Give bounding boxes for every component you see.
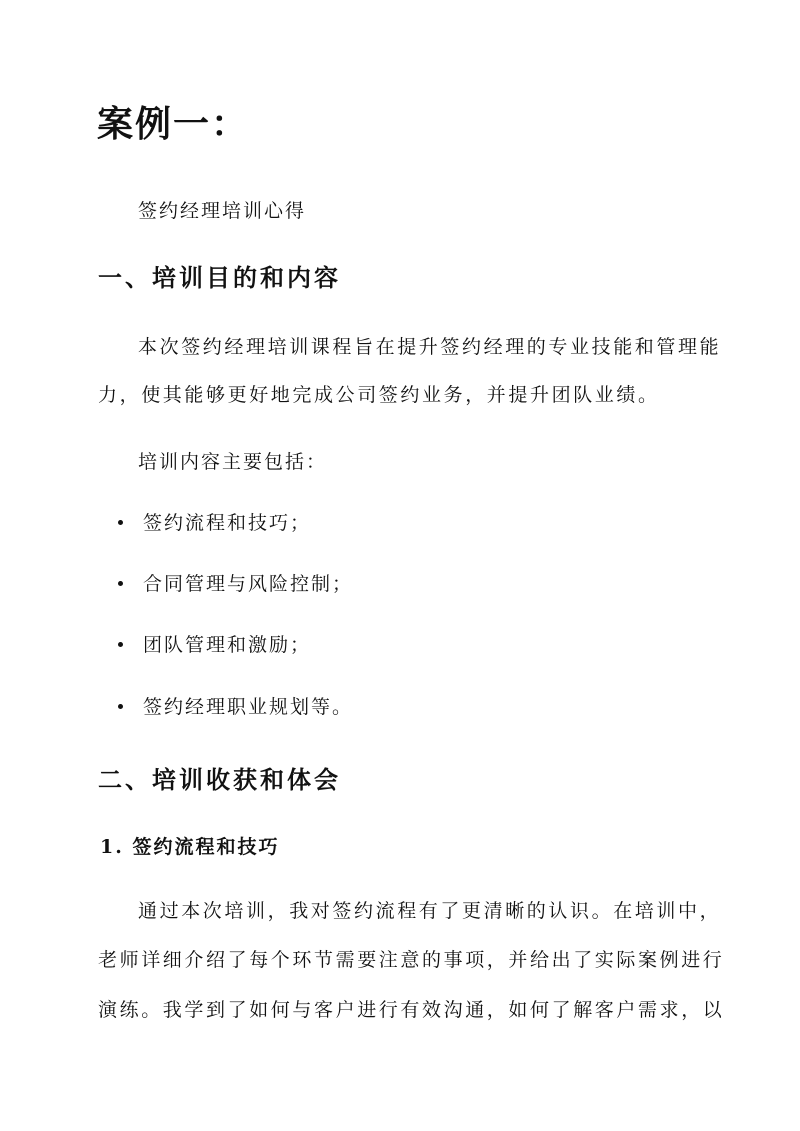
section1-paragraph-line-1: 本次签约经理培训课程旨在提升签约经理的专业技能和管理能 [138,336,722,358]
bullet-dot-icon [118,704,123,709]
bullet-text: 签约流程和技巧； [143,512,312,534]
bullet-item [118,630,311,657]
bullet-dot-icon [118,520,123,525]
bullet-text: 团队管理和激励； [143,634,312,656]
bullet-dot-icon [118,581,123,586]
subsection1-heading: 1. 签约流程和技巧 [100,836,280,858]
subsection1-paragraph-line-1: 通过本次培训，我对签约流程有了更清晰的认识。在培训中， [138,900,722,922]
content-intro: 培训内容主要包括： [138,451,328,473]
bullet-item [118,692,353,719]
section1-paragraph-line-2: 力，使其能够更好地完成公司签约业务，并提升团队业绩。 [98,384,660,406]
case-title: 案例一： [97,103,250,145]
bullet-text: 合同管理与风险控制； [143,573,354,595]
subsection1-paragraph-line-2: 老师详细介绍了每个环节需要注意的事项，并给出了实际案例进行 [98,949,725,971]
document-subtitle: 签约经理培训心得 [138,200,307,222]
bullet-item [118,508,311,535]
section1-heading: 一、培训目的和内容 [98,263,341,292]
subsection1-paragraph-line-3: 演练。我学到了如何与客户进行有效沟通，如何了解客户需求，以 [98,999,725,1021]
bullet-item [118,569,353,596]
bullet-dot-icon [118,642,123,647]
bullet-text: 签约经理职业规划等。 [143,696,354,718]
section2-heading: 二、培训收获和体会 [98,765,341,794]
